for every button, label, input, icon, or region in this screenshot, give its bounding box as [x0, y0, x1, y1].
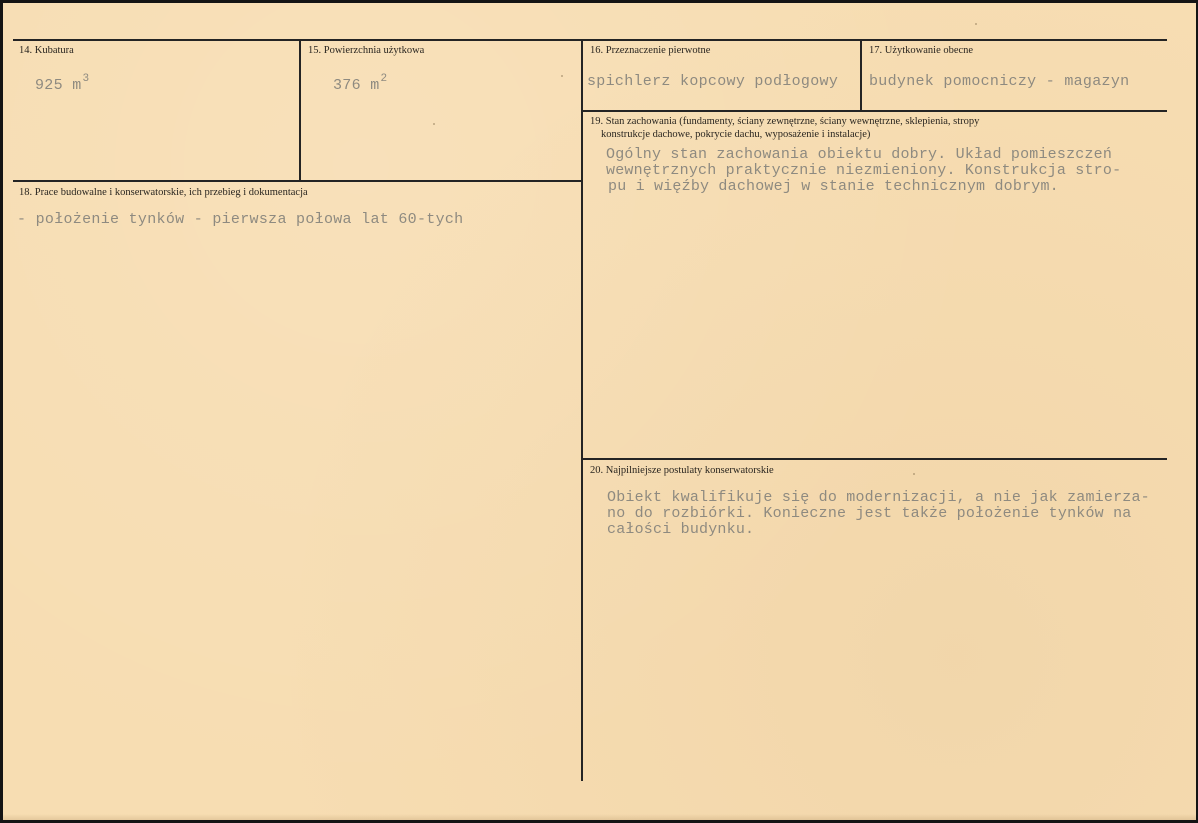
top-rule — [13, 39, 1167, 41]
field-15-number: 376 m — [333, 77, 380, 94]
field-20-label: 20. Najpilniejsze postulaty konserwatorskie — [590, 465, 774, 476]
field-20-value-line-2: no do rozbiórki. Konieczne jest także położenie tynków na — [607, 505, 1132, 522]
field-14-superscript: 3 — [82, 73, 90, 85]
rule-below-14-15 — [13, 180, 581, 182]
field-16-value: spichlerz kopcowy podłogowy — [587, 73, 839, 90]
field-15-superscript: 2 — [380, 73, 388, 85]
rule-above-20 — [583, 458, 1167, 460]
divider-16-17 — [860, 39, 862, 111]
field-19-value-line-3: pu i więźby dachowej w stanie technicznym dobrym. — [608, 178, 1059, 195]
field-17-label: 17. Użytkowanie obecne — [869, 45, 974, 56]
field-20-value-line-3: całości budynku. — [607, 521, 755, 538]
field-19-label — [590, 115, 979, 141]
field-14-number: 925 m — [35, 77, 82, 94]
field-19-value-line-2: wewnętrznych praktycznie niezmieniony. Konstrukcja stro- — [606, 162, 1122, 179]
field-19-value-line-1: Ogólny stan zachowania obiektu dobry. Układ pomieszczeń — [606, 146, 1113, 163]
field-18-value: - położenie tynków - pierwsza połowa lat 60-tych — [17, 211, 464, 228]
divider-14-15 — [299, 39, 301, 180]
field-19-label-line-2: konstrukcje dachowe, pokrycie dachu, wyposażenie i instalacje) — [601, 129, 871, 140]
field-20-value-line-1: Obiekt kwalifikuje się do modernizacji, a nie jak zamierza- — [607, 489, 1150, 506]
paper-speck — [561, 75, 563, 77]
rule-below-16-17 — [583, 110, 1167, 112]
paper-speck — [975, 23, 977, 25]
field-19-label-line-1: 19. Stan zachowania (fundamenty, ściany zewnętrzne, ściany wewnętrzne, sklepienia, stropy — [590, 116, 980, 127]
field-18-label: 18. Prace budowalne i konserwatorskie, ich przebieg i dokumentacja — [19, 187, 308, 198]
field-15-value — [333, 73, 388, 94]
record-card — [3, 3, 1196, 820]
field-16-label: 16. Przeznaczenie pierwotne — [590, 45, 711, 56]
field-14-value — [35, 73, 90, 94]
paper-speck — [433, 123, 435, 125]
field-15-label: 15. Powierzchnia użytkowa — [308, 45, 425, 56]
field-14-label: 14. Kubatura — [19, 45, 74, 56]
field-17-value: budynek pomocniczy - magazyn — [869, 73, 1130, 90]
field-19-value — [606, 147, 1121, 195]
field-20-value — [607, 490, 1150, 538]
paper-speck — [913, 473, 915, 475]
main-column-divider — [581, 39, 583, 781]
